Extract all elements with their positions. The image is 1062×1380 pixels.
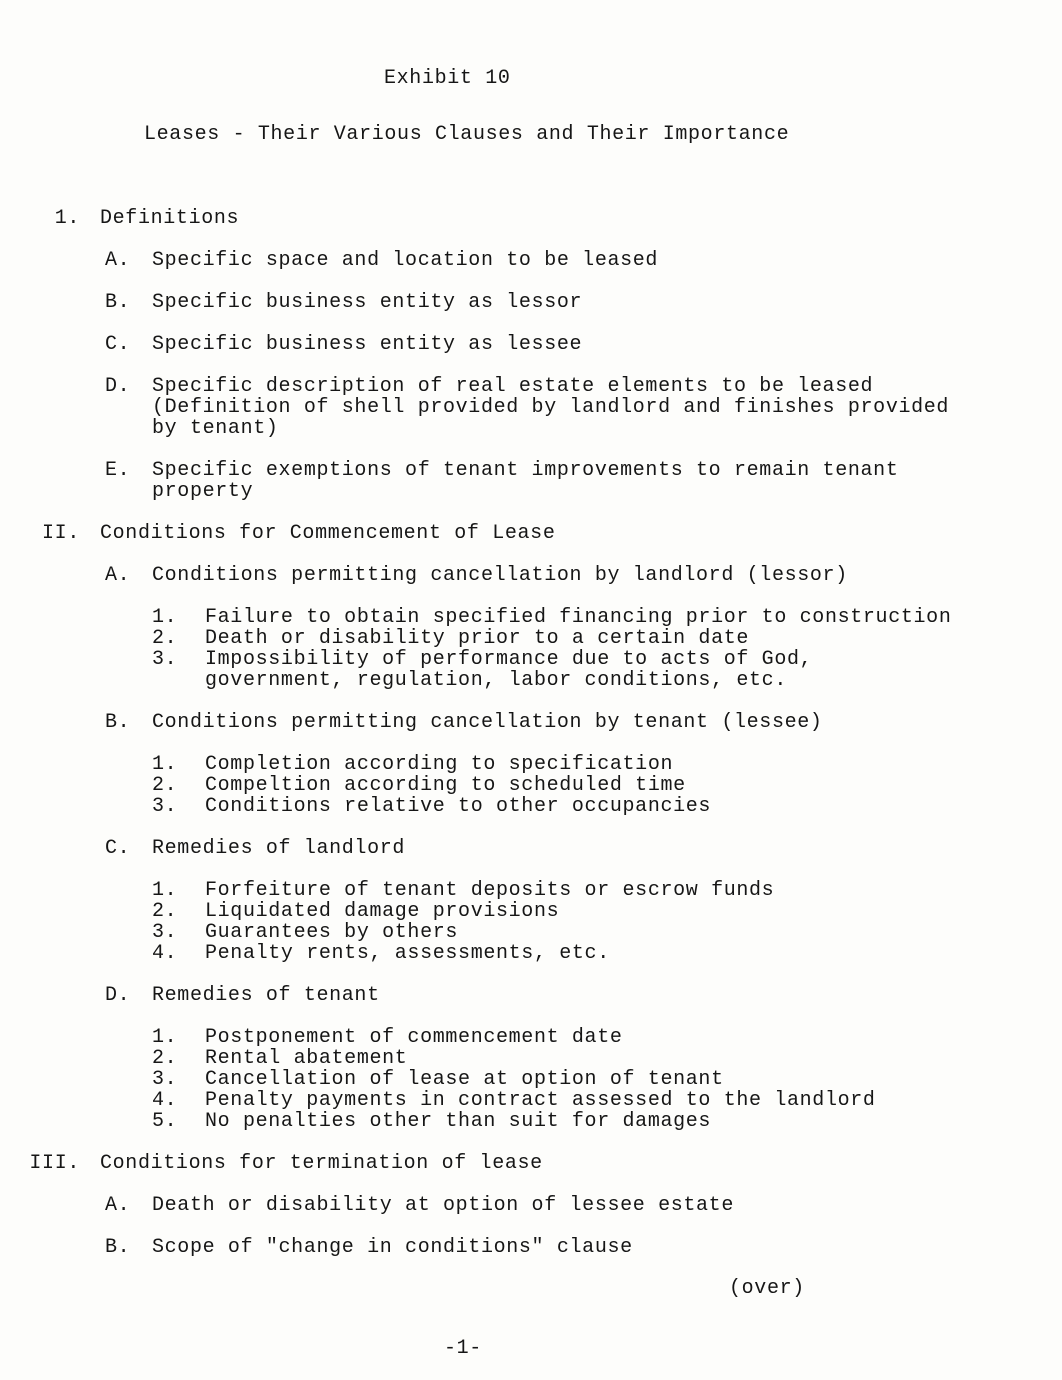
outline-item-text [205,607,1062,628]
outline-group [0,1195,1062,1258]
outline-text-line: Impossibility of performance due to acts of God, [205,648,813,671]
outline-item-label: 3. [152,648,178,671]
outline-text-line: Specific business entity as lessor [152,291,583,314]
outline-item-text [152,250,1062,271]
outline-item-label: C. [105,333,131,356]
outline-item-text [205,901,1062,922]
outline-item-text [152,460,1062,502]
outline-item [0,1153,1062,1174]
outline-item [152,754,1062,775]
outline-item-text [205,628,1062,649]
outline-text-line: Postponement of commencement date [205,1026,623,1049]
outline-item [105,565,1062,586]
outline-item [152,1069,1062,1090]
outline-text-line: Remedies of tenant [152,984,380,1007]
outline-group [0,250,1062,502]
outline-item-text [100,1153,1062,1174]
outline-text-line: Rental abatement [205,1047,408,1070]
outline-item [152,1111,1062,1132]
outline-item-label: 2. [152,774,178,797]
outline-item-text [205,922,1062,943]
outline-item [105,334,1062,355]
outline-item-text [100,208,1062,229]
outline-text-line: government, regulation, labor conditions, etc. [205,669,787,692]
outline-item [152,943,1062,964]
outline-item-label: II. [42,522,80,545]
outline-group [0,565,1062,1132]
outline-item [105,712,1062,733]
outline-item-text [205,796,1062,817]
outline-item-text [205,1090,1062,1111]
outline-item-text [100,523,1062,544]
outline-text-line: Specific space and location to be leased [152,249,659,272]
outline-item-label: B. [105,711,131,734]
outline-item-text [205,754,1062,775]
outline-text-line: by tenant) [152,417,279,440]
outline-item-text [152,1195,1062,1216]
outline-text-line: Penalty rents, assessments, etc. [205,942,610,965]
outline-item-label: 4. [152,1089,178,1112]
outline-item [152,796,1062,817]
outline-item [152,1027,1062,1048]
outline-text-line: Remedies of landlord [152,837,406,860]
outline-item-label: B. [105,1236,131,1259]
outline-item-label: 2. [152,900,178,923]
outline-item-label: 4. [152,942,178,965]
outline-text-line: Completion according to specification [205,753,674,776]
outline-item-label: A. [105,564,131,587]
outline-item-label: 3. [152,1068,178,1091]
outline-item-label: 1. [54,207,80,230]
outline-group [0,1027,1062,1132]
outline-text-line: Conditions for termination of lease [100,1152,543,1175]
outline-item-text [205,775,1062,796]
outline-item [105,838,1062,859]
outline-item-text [205,1111,1062,1132]
outline-item-text [205,1027,1062,1048]
outline-text-line: Guarantees by others [205,921,459,944]
outline-item-text [205,1048,1062,1069]
outline-group [0,754,1062,817]
document-title: Exhibit 10 [384,67,511,90]
outline-text-line: Failure to obtain specified financing prior to construction [205,606,952,629]
outline-item [105,985,1062,1006]
outline-item-label: 3. [152,795,178,818]
outline-item-text [152,1237,1062,1258]
outline-item [105,292,1062,313]
outline-item [0,208,1062,229]
over-note: (over) [729,1277,805,1300]
outline-text-line: Specific description of real estate elements to be leased [152,375,874,398]
outline-item [105,250,1062,271]
outline-text-line: Forfeiture of tenant deposits or escrow funds [205,879,775,902]
outline-text-line: Definitions [100,207,240,230]
outline-text-line: Specific exemptions of tenant improvements to remain tenant [152,459,899,482]
outline-item-text [205,1069,1062,1090]
outline-item-label: 3. [152,921,178,944]
outline-text-line: Cancellation of lease at option of tenant [205,1068,724,1091]
outline-text-line: Compeltion according to scheduled time [205,774,686,797]
document-subtitle: Leases - Their Various Clauses and Their Importance [144,123,790,146]
outline-item-text [152,712,1062,733]
outline-item-text [205,880,1062,901]
outline-item-label: 1. [152,606,178,629]
outline-item [152,1090,1062,1111]
outline-item-text [152,292,1062,313]
outline-text-line: Specific business entity as lessee [152,333,583,356]
outline-item-label: 1. [152,753,178,776]
outline-item [105,460,1062,502]
outline-item-label: B. [105,291,131,314]
outline-item-label: A. [105,249,131,272]
outline-item [105,376,1062,439]
outline-text-line: Death or disability at option of lessee estate [152,1194,734,1217]
outline-item-label: D. [105,375,131,398]
outline-text-line: Scope of "change in conditions" clause [152,1236,633,1259]
outline-item-text [152,565,1062,586]
outline [0,208,1062,1258]
outline-item [152,922,1062,943]
outline-item-label: C. [105,837,131,860]
outline-item [105,1195,1062,1216]
outline-item-label: 2. [152,1047,178,1070]
outline-item [152,1048,1062,1069]
outline-text-line: Conditions for Commencement of Lease [100,522,556,545]
outline-item-text [152,334,1062,355]
outline-text-line: No penalties other than suit for damages [205,1110,712,1133]
outline-text-line: Penalty payments in contract assessed to the landlord [205,1089,876,1112]
outline-item-label: 2. [152,627,178,650]
outline-item [152,880,1062,901]
outline-item-text [152,838,1062,859]
outline-group [0,607,1062,691]
outline-text-line: Conditions permitting cancellation by landlord (lessor) [152,564,848,587]
outline-item [152,628,1062,649]
outline-item [152,901,1062,922]
outline-item [152,775,1062,796]
outline-item-text [152,376,1062,439]
page-number: -1- [444,1337,482,1360]
outline-text-line: property [152,480,254,503]
outline-item-text [205,943,1062,964]
outline-item-text [205,649,1062,691]
outline-group [0,880,1062,964]
outline-text-line: Liquidated damage provisions [205,900,560,923]
outline-text-line: (Definition of shell provided by landlord and finishes provided [152,396,950,419]
outline-item-label: 1. [152,879,178,902]
outline-text-line: Death or disability prior to a certain date [205,627,750,650]
outline-item [105,1237,1062,1258]
outline-item [152,607,1062,628]
outline-item-label: D. [105,984,131,1007]
outline-item-label: 1. [152,1026,178,1049]
outline-text-line: Conditions relative to other occupancies [205,795,712,818]
outline-text-line: Conditions permitting cancellation by tenant (lessee) [152,711,823,734]
outline-item-label: A. [105,1194,131,1217]
outline-item [152,649,1062,691]
outline-item-label: 5. [152,1110,178,1133]
outline-item-text [152,985,1062,1006]
outline-item [0,523,1062,544]
outline-item-label: E. [105,459,131,482]
outline-item-label: III. [29,1152,80,1175]
